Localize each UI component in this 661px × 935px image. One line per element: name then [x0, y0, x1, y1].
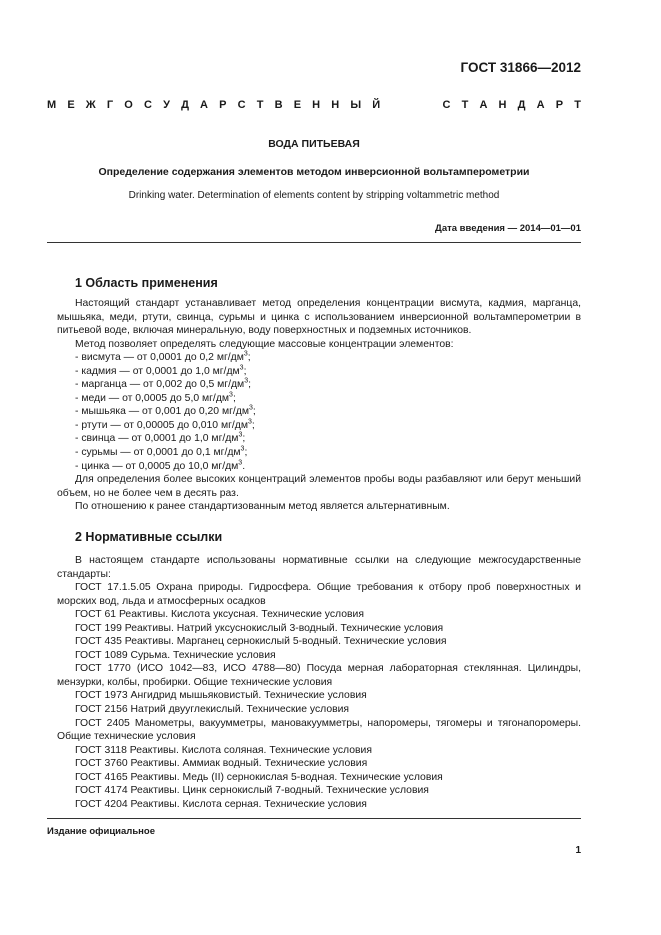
reference-item: ГОСТ 4165 Реактивы. Медь (II) сернокислая 5-водная. Технические условия [75, 771, 443, 783]
heading-letter: Н [312, 99, 321, 111]
heading-letter: Н [498, 99, 507, 111]
list-item: - цинка — от 0,0005 до 10,0 $мг/дм^3$. [75, 459, 246, 472]
heading-letter: Т [256, 99, 264, 111]
reference-item: ГОСТ 199 Реактивы. Натрий уксуснокислый 3-водный. Технические условия [75, 622, 444, 634]
reference-item: ГОСТ 2156 Натрий двууглекислый. Технические условия [75, 704, 350, 716]
reference-item: ГОСТ 2405 Манометры, вакуумметры, мановакуумметры, напоромеры, тягомеры и тягонапоромеры. Общие технические условия [57, 717, 581, 743]
heading-letter: Е [293, 99, 302, 111]
standard-code: ГОСТ 31866—2012 [460, 60, 581, 75]
heading-letter: Д [181, 99, 189, 111]
heading-letter: Ж [85, 99, 96, 111]
heading-letter: С [143, 99, 152, 111]
heading-letter: А [536, 99, 545, 111]
paragraph: По отношению к ранее стандартизованным метод является альтернативным. [75, 501, 450, 513]
heading-letter: М [47, 99, 57, 111]
introduction-date: Дата введения — 2014—01—01 [435, 223, 581, 234]
heading-letter: О [124, 99, 133, 111]
heading-letter: У [163, 99, 170, 111]
heading-letter: С [442, 99, 451, 111]
reference-item: ГОСТ 1973 Ангидрид мышьяковистый. Технические условия [75, 690, 367, 702]
list-item: - сурьмы — от 0,0001 до 0,1 $мг/дм^3$; [75, 445, 248, 459]
list-item: - марганца — от 0,002 до 0,5 $мг/дм^3$; [75, 377, 251, 391]
heading-letter: С [237, 99, 246, 111]
reference-item: ГОСТ 4204 Реактивы. Кислота серная. Технические условия [75, 798, 367, 810]
paragraph: Для определения более высоких концентраций элементов пробы воды разбавляют или берут меньший объем, но не более чем в десять раз. [57, 474, 581, 499]
heading-letter: В [274, 99, 283, 111]
english-title: Drinking water. Determination of elements content by stripping voltammetric method [128, 190, 500, 201]
reference-item: ГОСТ 3118 Реактивы. Кислота соляная. Технические условия [75, 744, 372, 756]
paragraph: Настоящий стандарт устанавливает метод определения концентрации висмута, кадмия, марганца, мышьяка, меди, ртути, свинца, сурьмы и цинка с использованием инверсионной вольтамперометрии в питьевой воде, включая минеральную, воду поверхностных и подземных источников. [57, 298, 581, 337]
concentration-list [57, 351, 581, 473]
page-number: 1 [575, 845, 581, 856]
document-subtitle: Определение содержания элементов методом инверсионной вольтамперометрии [98, 166, 530, 178]
heading-letter: А [200, 99, 208, 111]
reference-item: ГОСТ 1089 Сурьма. Технические условия [75, 649, 276, 661]
section-2-title: 2 Нормативные ссылки [75, 530, 223, 544]
header-divider [47, 242, 581, 243]
heading-letter: А [479, 99, 488, 111]
reference-item: ГОСТ 1770 (ИСО 1042—83, ИСО 4788—80) Посуда мерная лабораторная стеклянная. Цилиндры, мензурки, колбы, пробирки. Общие технические условия [57, 663, 581, 688]
section-2-body [57, 554, 581, 811]
references-list [57, 581, 581, 811]
heading-letter: Й [372, 99, 381, 111]
heading-letter: Н [331, 99, 340, 111]
list-item: - ртути — от 0,00005 до 0,010 $мг/дм^3$; [75, 418, 255, 431]
section-1-title: 1 Область применения [75, 276, 218, 290]
heading-letter: Р [219, 99, 227, 111]
paragraph: Метод позволяет определять следующие массовые концентрации элементов: [75, 338, 454, 350]
list-item: - мышьяка — от 0,001 до 0,20 $мг/дм^3$; [75, 404, 256, 418]
section-1-body [57, 297, 581, 514]
heading-letter: Ы [350, 99, 362, 111]
list-item: - меди — от 0,0005 до 5,0 $мг/дм^3$; [75, 391, 236, 404]
reference-item: ГОСТ 61 Реактивы. Кислота уксусная. Технические условия [75, 609, 364, 621]
heading-letter: Т [461, 99, 469, 111]
reference-item: ГОСТ 17.1.5.05 Охрана природы. Гидросфера. Общие требования к отбору проб поверхностных и морских вод, льда и атмосферных осадков [57, 582, 581, 607]
list-item: - висмута — от 0,0001 до 0,2 $мг/дм^3$; [75, 350, 251, 364]
heading-letter: Р [555, 99, 564, 111]
reference-item: ГОСТ 4174 Реактивы. Цинк сернокислый 7-водный. Технические условия [75, 785, 429, 797]
document-title: ВОДА ПИТЬЕВАЯ [268, 138, 360, 150]
heading-letter: Г [106, 99, 114, 111]
list-item: - свинца — от 0,0001 до 1,0 $мг/дм^3$; [75, 432, 246, 445]
interstate-standard-heading [47, 99, 581, 111]
edition-label: Издание официальное [47, 826, 155, 837]
heading-letter: Т [574, 99, 581, 111]
list-item: - кадмия — от 0,0001 до 1,0 $мг/дм^3$; [75, 364, 247, 377]
heading-gap [391, 99, 431, 111]
reference-item: ГОСТ 435 Реактивы. Марганец сернокислый 5-водный. Технические условия [75, 636, 447, 648]
reference-item: ГОСТ 3760 Реактивы. Аммиак водный. Технические условия [75, 758, 368, 770]
heading-letter: Д [517, 99, 526, 111]
footer-divider [47, 818, 581, 819]
paragraph: В настоящем стандарте использованы нормативные ссылки на следующие межгосударственные стандарты: [57, 555, 581, 580]
heading-letter: Е [67, 99, 75, 111]
